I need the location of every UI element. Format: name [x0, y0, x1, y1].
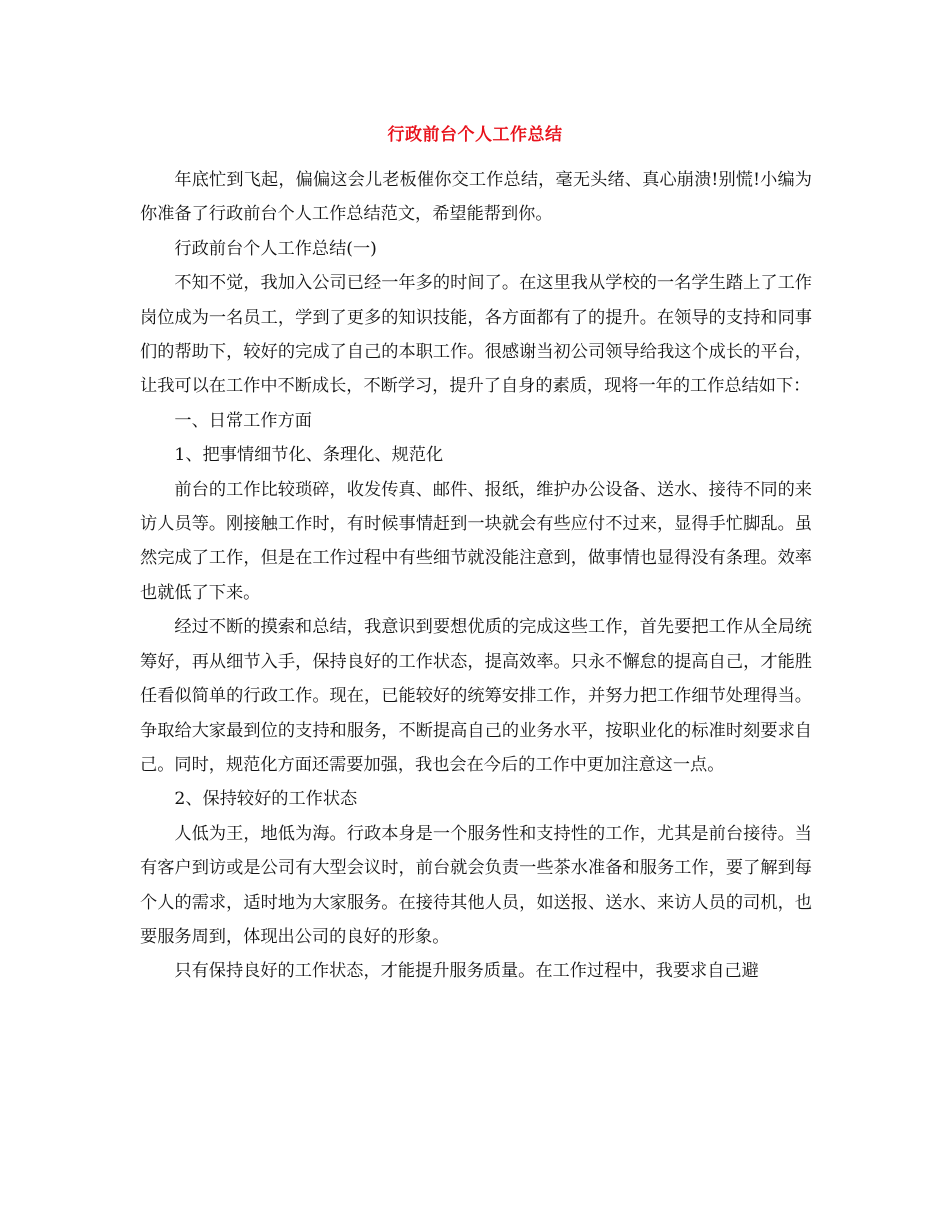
paragraph: 只有保持良好的工作状态，才能提升服务质量。在工作过程中，我要求自己避: [174, 961, 759, 982]
paragraph: 人低为王，地低为海。行政本身是一个服务性和支持性的工作，尤其是前台接待。当有客户到访或是公司有大型会议时，前台就会负责一些茶水准备和服务工作，要了解到每个人的需求，适时地为大家服务。在接待其他人员，如送报、送水、来访人员的司机，也要服务周到，体现出公司的良好的形象。: [140, 823, 812, 947]
document-body: [140, 163, 812, 989]
paragraph: 年底忙到飞起，偏偏这会儿老板催你交工作总结，毫无头绪、真心崩溃!别慌!小编为你准备了行政前台个人工作总结范文，希望能帮到你。: [140, 170, 812, 225]
section-heading: 一、日常工作方面: [174, 410, 312, 431]
section-heading: 行政前台个人工作总结(一): [174, 238, 377, 259]
subsection-heading: 2、保持较好的工作状态: [174, 789, 358, 810]
paragraph: 不知不觉，我加入公司已经一年多的时间了。在这里我从学校的一名学生踏上了工作岗位成为一名员工，学到了更多的知识技能，各方面都有了的提升。在领导的支持和同事们的帮助下，较好的完成了自己的本职工作。很感谢当初公司领导给我这个成长的平台，让我可以在工作中不断成长，不断学习，提升了自身的素质，现将一年的工作总结如下：: [140, 273, 812, 397]
document-title: 行政前台个人工作总结: [387, 125, 563, 145]
paragraph: 前台的工作比较琐碎，收发传真、邮件、报纸，维护办公设备、送水、接待不同的来访人员等。刚接触工作时，有时候事情赶到一块就会有些应付不过来，显得手忙脚乱。虽然完成了工作，但是在工作过程中有些细节就没能注意到，做事情也显得没有条理。效率也就低了下来。: [140, 479, 812, 603]
subsection-heading: 1、把事情细节化、条理化、规范化: [174, 445, 444, 466]
paragraph: 经过不断的摸索和总结，我意识到要想优质的完成这些工作，首先要把工作从全局统筹好，再从细节入手，保持良好的工作状态，提高效率。只永不懈怠的提高自己，才能胜任看似简单的行政工作。现在，已能较好的统筹安排工作，并努力把工作细节处理得当。争取给大家最到位的支持和服务，不断提高自己的业务水平，按职业化的标准时刻要求自己。同时，规范化方面还需要加强，我也会在今后的工作中更加注意这一点。: [140, 617, 812, 775]
